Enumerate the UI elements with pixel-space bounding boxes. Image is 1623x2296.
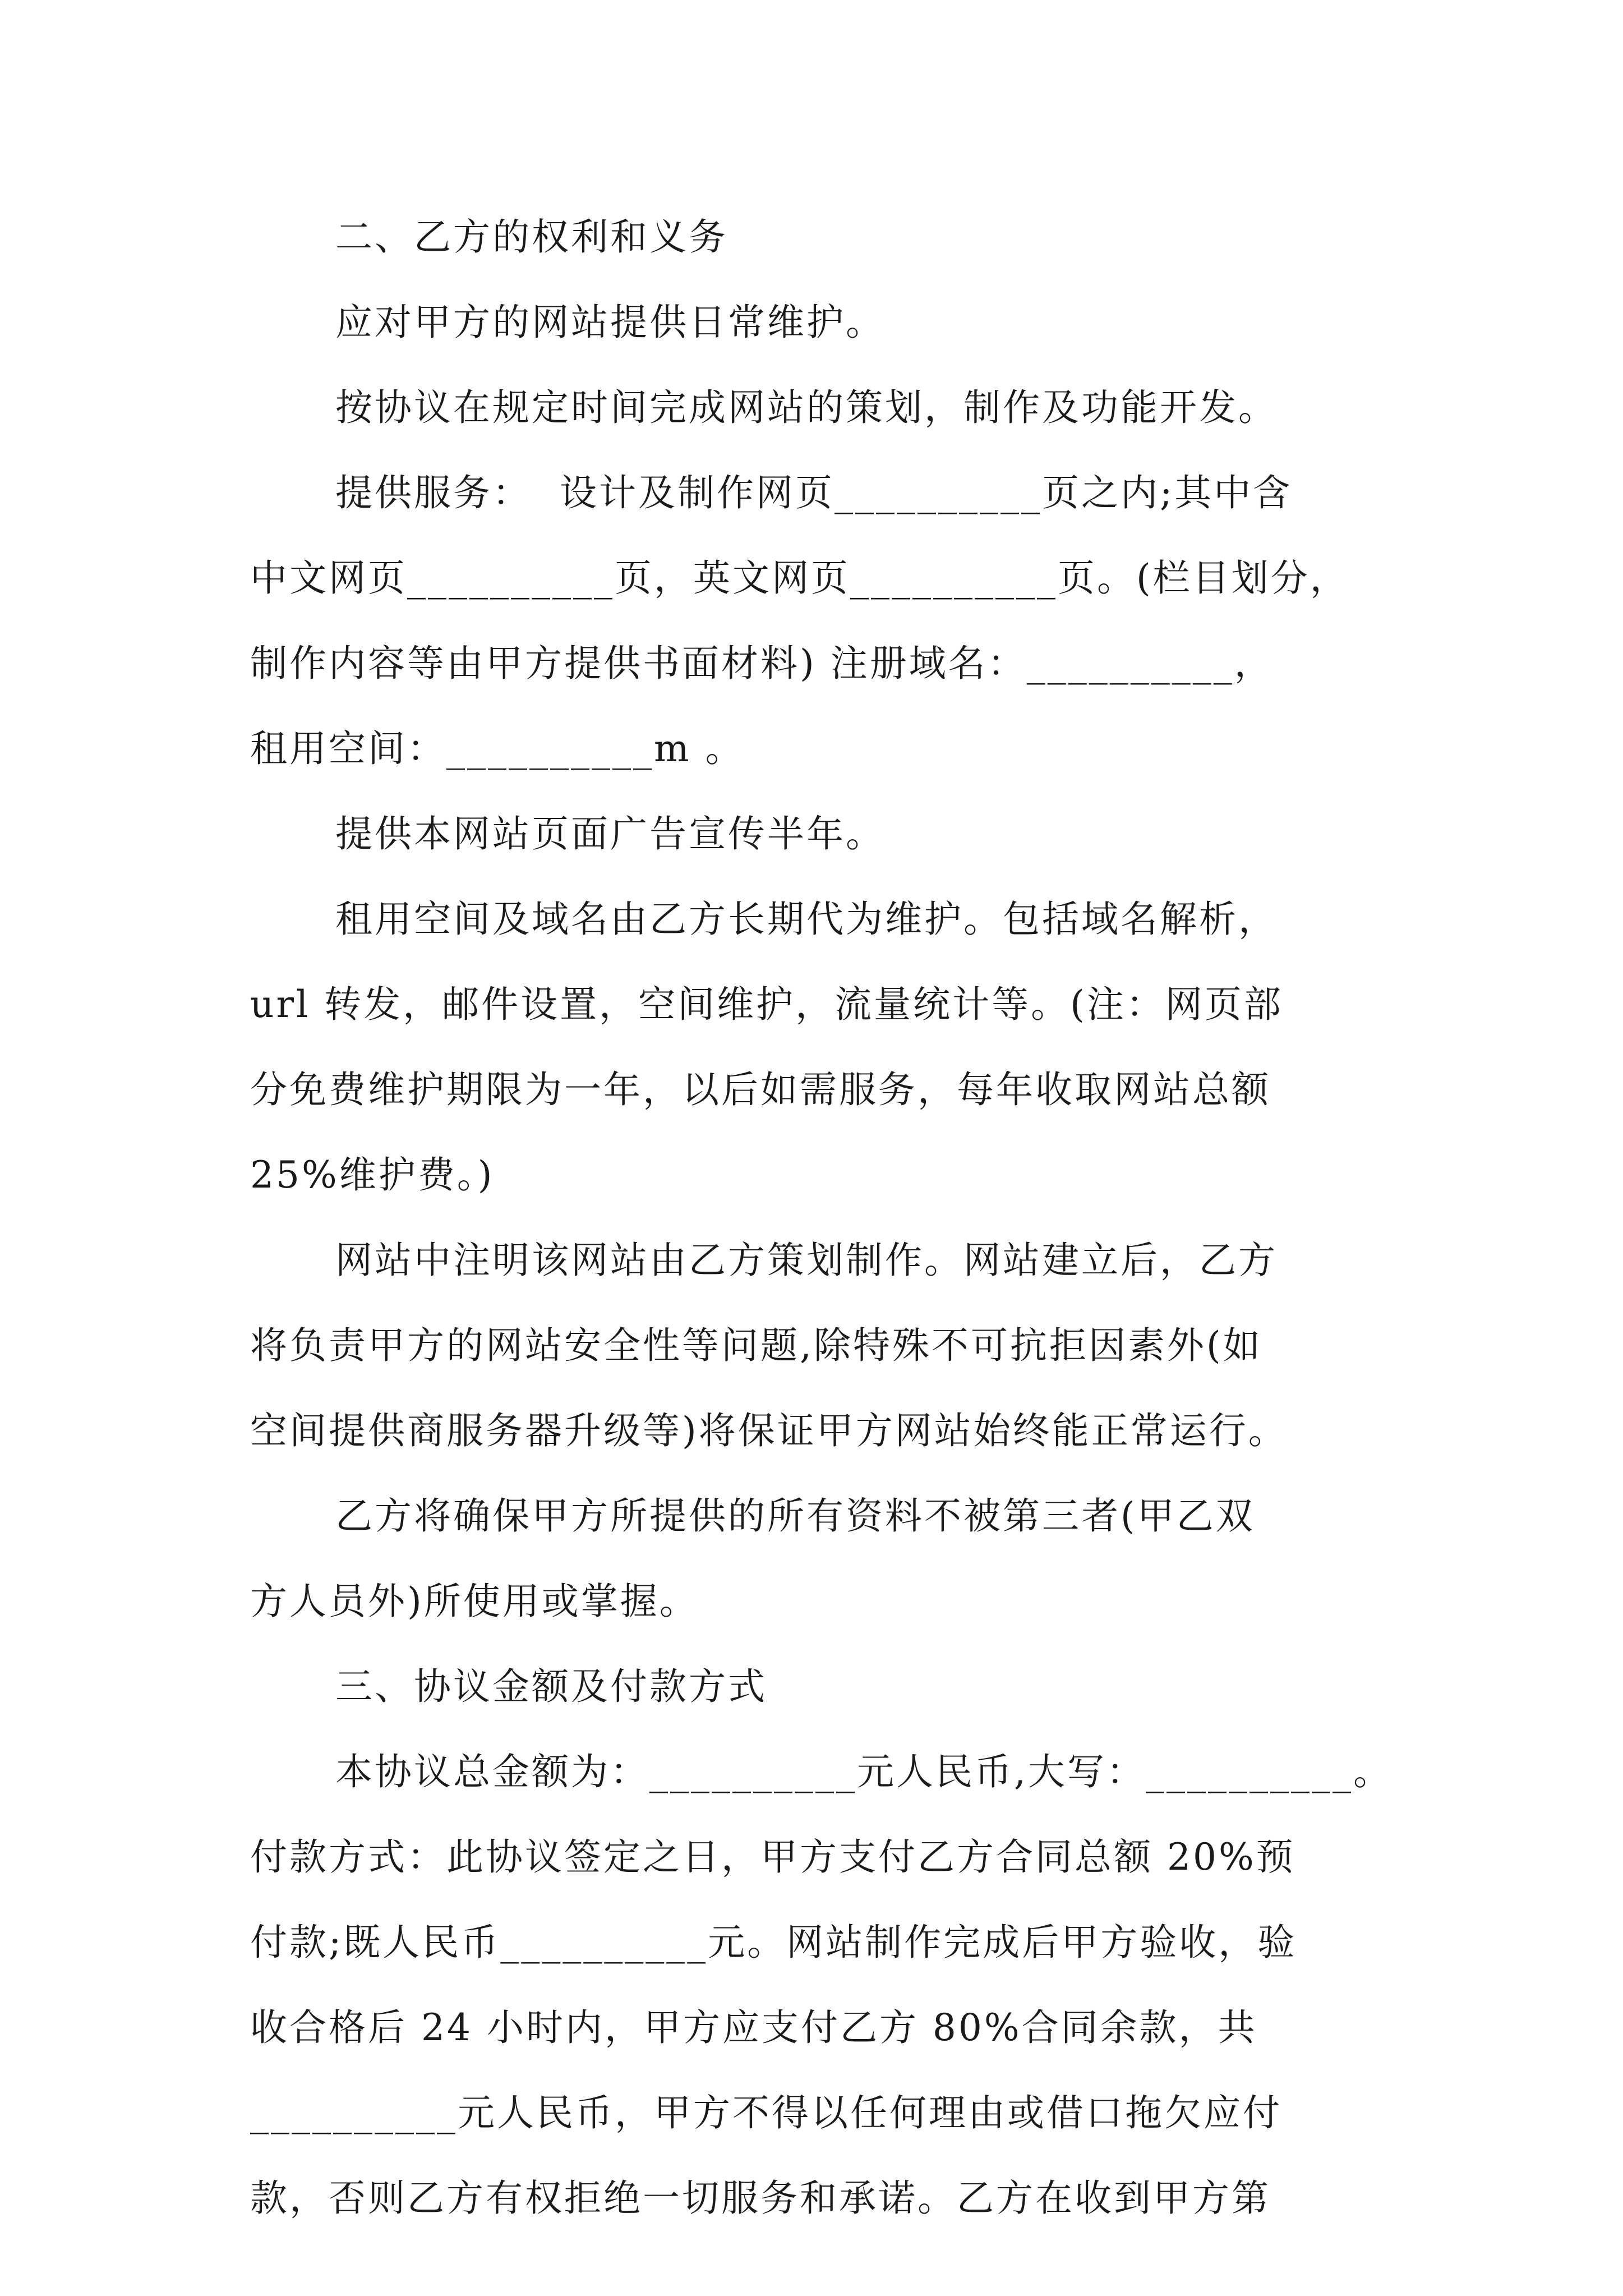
section-heading-agreement-amount: 三、协议金额及付款方式 [335, 1665, 767, 1708]
paragraph-line: __________元人民币，甲方不得以任何理由或借口拖欠应付 [250, 2091, 1282, 2134]
paragraph-line: 提供服务： 设计及制作网页__________页之内;其中含 [335, 471, 1293, 514]
paragraph-line: 租用空间及域名由乙方长期代为维护。包括域名解析， [335, 898, 1278, 941]
paragraph-line: 中文网页__________页，英文网页__________页。(栏目划分， [250, 556, 1349, 600]
paragraph-line: 应对甲方的网站提供日常维护。 [335, 301, 885, 344]
paragraph-line: 方人员外)所使用或掌握。 [250, 1580, 699, 1623]
paragraph-line: 本协议总金额为：__________元人民币,大写：__________。 [335, 1750, 1393, 1793]
paragraph-line: 按协议在规定时间完成网站的策划，制作及功能开发。 [335, 386, 1278, 429]
paragraph-line: url 转发，邮件设置，空间维护，流量统计等。(注：网页部 [250, 983, 1283, 1026]
paragraph-line: 25%维护费。) [250, 1153, 495, 1197]
paragraph-line: 制作内容等由甲方提供书面材料) 注册域名：__________， [250, 642, 1274, 685]
paragraph-line: 租用空间：__________m 。 [250, 727, 745, 770]
paragraph-line: 款，否则乙方有权拒绝一切服务和承诺。乙方在收到甲方第 [250, 2177, 1271, 2220]
paragraph-line: 分免费维护期限为一年，以后如需服务，每年收取网站总额 [250, 1068, 1271, 1111]
paragraph-line: 付款;既人民币__________元。网站制作完成后甲方验收，验 [250, 1921, 1297, 1964]
paragraph-line: 提供本网站页面广告宣传半年。 [335, 812, 885, 855]
section-heading-party-b-rights: 二、乙方的权利和义务 [335, 215, 728, 259]
paragraph-line: 付款方式：此协议签定之日，甲方支付乙方合同总额 20%预 [250, 1835, 1295, 1879]
paragraph-line: 空间提供商服务器升级等)将保证甲方网站始终能正常运行。 [250, 1409, 1288, 1452]
paragraph-line: 乙方将确保甲方所提供的所有资料不被第三者(甲乙双 [335, 1494, 1255, 1538]
paragraph-line: 网站中注明该网站由乙方策划制作。网站建立后，乙方 [335, 1239, 1278, 1282]
paragraph-line: 收合格后 24 小时内，甲方应支付乙方 80%合同余款，共 [250, 2006, 1257, 2049]
paragraph-line: 将负责甲方的网站安全性等问题,除特殊不可抗拒因素外(如 [250, 1324, 1262, 1367]
